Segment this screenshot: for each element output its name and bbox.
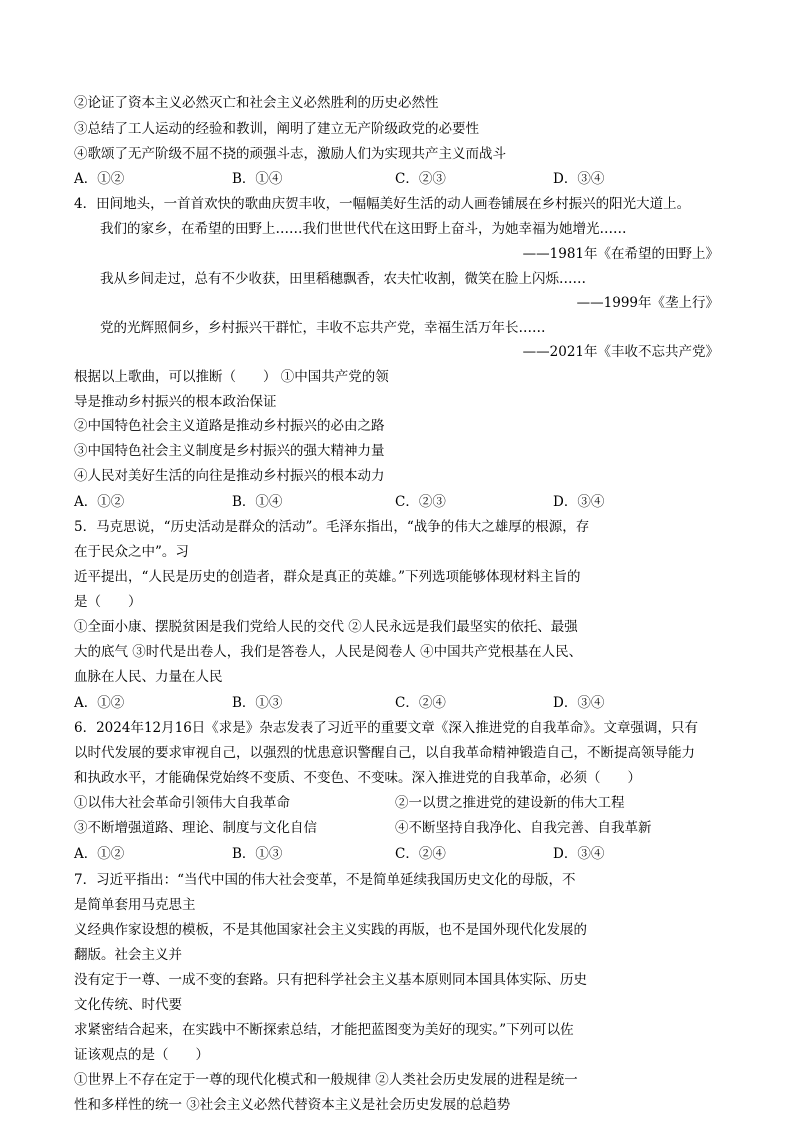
q6-option-a[interactable]: A．①② (74, 846, 125, 862)
q6-choice-2: ②一以贯之推进党的建设新的伟大工程 (395, 795, 625, 811)
q7-line-10: 性和多样性的统一 ③社会主义必然代替资本主义是社会历史发展的总趋势 (74, 1097, 511, 1113)
q4-choice-3: ③中国特色社会主义制度是乡村振兴的强大精神力量 (74, 443, 385, 459)
q7-line-6: 文化传统、时代要 (74, 997, 182, 1013)
q6-choice-1: ①以伟大社会革命引领伟大自我革命 (74, 795, 290, 811)
q7-line-2: 是简单套用马克思主 (74, 897, 196, 913)
q7-line-9: ①世界上不存在定于一尊的现代化模式和一般规律 ②人类社会历史发展的进程是统一 (74, 1072, 578, 1088)
q4-question-line-1: 根据以上歌曲，可以推断（ ） ①中国共产党的领 (74, 369, 389, 385)
q5-option-b[interactable]: B．①③ (232, 695, 283, 711)
q6-option-c[interactable]: C．②④ (395, 846, 446, 862)
q5-option-a[interactable]: A．①② (74, 695, 125, 711)
q3-option-d[interactable]: D．③④ (553, 171, 605, 187)
q4-stem: 4．田间地头，一首首欢快的歌曲庆贺丰收，一幅幅美好生活的动人画卷铺展在乡村振兴的阳光大道上。 (74, 196, 691, 212)
q7-line-8: 证该观点的是（ ） (74, 1047, 209, 1063)
q6-choice-4: ④不断坚持自我净化、自我完善、自我革新 (395, 820, 652, 836)
q5-line-7: 血脉在人民、力量在人民 (74, 669, 223, 685)
q5-line-3: 近平提出，“人民是历史的创造者，群众是真正的英雄。”下列选项能够体现材料主旨的 (74, 569, 581, 585)
q4-option-a[interactable]: A．①② (74, 494, 125, 510)
q3-choice-2: ②论证了资本主义必然灭亡和社会主义必然胜利的历史必然性 (74, 95, 439, 111)
q6-option-d[interactable]: D．③④ (553, 846, 605, 862)
q7-line-3: 义经典作家设想的模板，不是其他国家社会主义实践的再版，也不是国外现代化发展的 (74, 922, 587, 938)
q6-line-2: 以时代发展的要求审视自己，以强烈的忧患意识警醒自己，以自我革命精神锻造自己，不断提高领导能力 (74, 745, 695, 761)
q5-line-2: 在于民众之中”。习 (74, 544, 189, 560)
q3-choice-3: ③总结了工人运动的经验和教训，阐明了建立无产阶级政党的必要性 (74, 121, 479, 137)
q4-source-2: ——1999年《垄上行》 (576, 295, 719, 311)
q7-line-7: 求紧密结合起来，在实践中不断探索总结，才能把蓝图变为美好的现实。”下列可以佐 (74, 1022, 574, 1038)
q4-song-2: 我从乡间走过，总有不少收获，田里稻穗飘香，农夫忙收割，微笑在脸上闪烁…… (100, 271, 586, 287)
q5-option-c[interactable]: C．②④ (395, 695, 446, 711)
q5-line-4: 是（ ） (74, 594, 142, 610)
q5-line-5: ①全面小康、摆脱贫困是我们党给人民的交代 ②人民永远是我们最坚实的依托、最强 (74, 619, 578, 635)
q3-option-c[interactable]: C．②③ (395, 171, 446, 187)
q5-line-6: 大的底气 ③时代是出卷人，我们是答卷人，人民是阅卷人 ④中国共产党根基在人民、 (74, 644, 583, 660)
q4-choice-2: ②中国特色社会主义道路是推动乡村振兴的必由之路 (74, 418, 385, 434)
q4-option-b[interactable]: B．①④ (232, 494, 283, 510)
q4-option-d[interactable]: D．③④ (553, 494, 605, 510)
q7-line-1: 7．习近平指出：“当代中国的伟大社会变革，不是简单延续我国历史文化的母版，不 (74, 872, 576, 888)
q4-option-c[interactable]: C．②③ (395, 494, 446, 510)
q4-song-1: 我们的家乡，在希望的田野上……我们世世代代在这田野上奋斗，为她幸福为她增光…… (100, 221, 627, 237)
q4-source-1: ——1981年《在希望的田野上》 (522, 246, 719, 262)
q6-option-b[interactable]: B．①③ (232, 846, 283, 862)
q3-choice-4: ④歌颂了无产阶级不屈不挠的顽强斗志，激励人们为实现共产主义而战斗 (74, 146, 506, 162)
q6-line-3: 和执政水平，才能确保党始终不变质、不变色、不变味。深入推进党的自我革命，必须（ ） (74, 770, 641, 786)
q4-question-line-2: 导是推动乡村振兴的根本政治保证 (74, 394, 277, 410)
q4-source-3: ——2021年《丰收不忘共产党》 (522, 344, 719, 360)
q3-option-a[interactable]: A．①② (74, 171, 125, 187)
q7-line-4: 翻版。社会主义并 (74, 947, 182, 963)
q5-option-d[interactable]: D．③④ (553, 695, 605, 711)
q6-line-1: 6．2024年12月16日《求是》杂志发表了习近平的重要文章《深入推进党的自我革命》。文章强调，只有 (74, 720, 699, 736)
q4-song-3: 党的光辉照侗乡，乡村振兴干群忙，丰收不忘共产党，幸福生活万年长…… (100, 320, 546, 336)
q3-option-b[interactable]: B．①④ (232, 171, 283, 187)
q7-line-5: 没有定于一尊、一成不变的套路。只有把科学社会主义基本原则同本国具体实际、历史 (74, 972, 587, 988)
q6-choice-3: ③不断增强道路、理论、制度与文化自信 (74, 820, 317, 836)
q4-choice-4: ④人民对美好生活的向往是推动乡村振兴的根本动力 (74, 468, 385, 484)
q5-line-1: 5．马克思说，“历史活动是群众的活动”。毛泽东指出，“战争的伟大之雄厚的根源，存 (74, 519, 590, 535)
